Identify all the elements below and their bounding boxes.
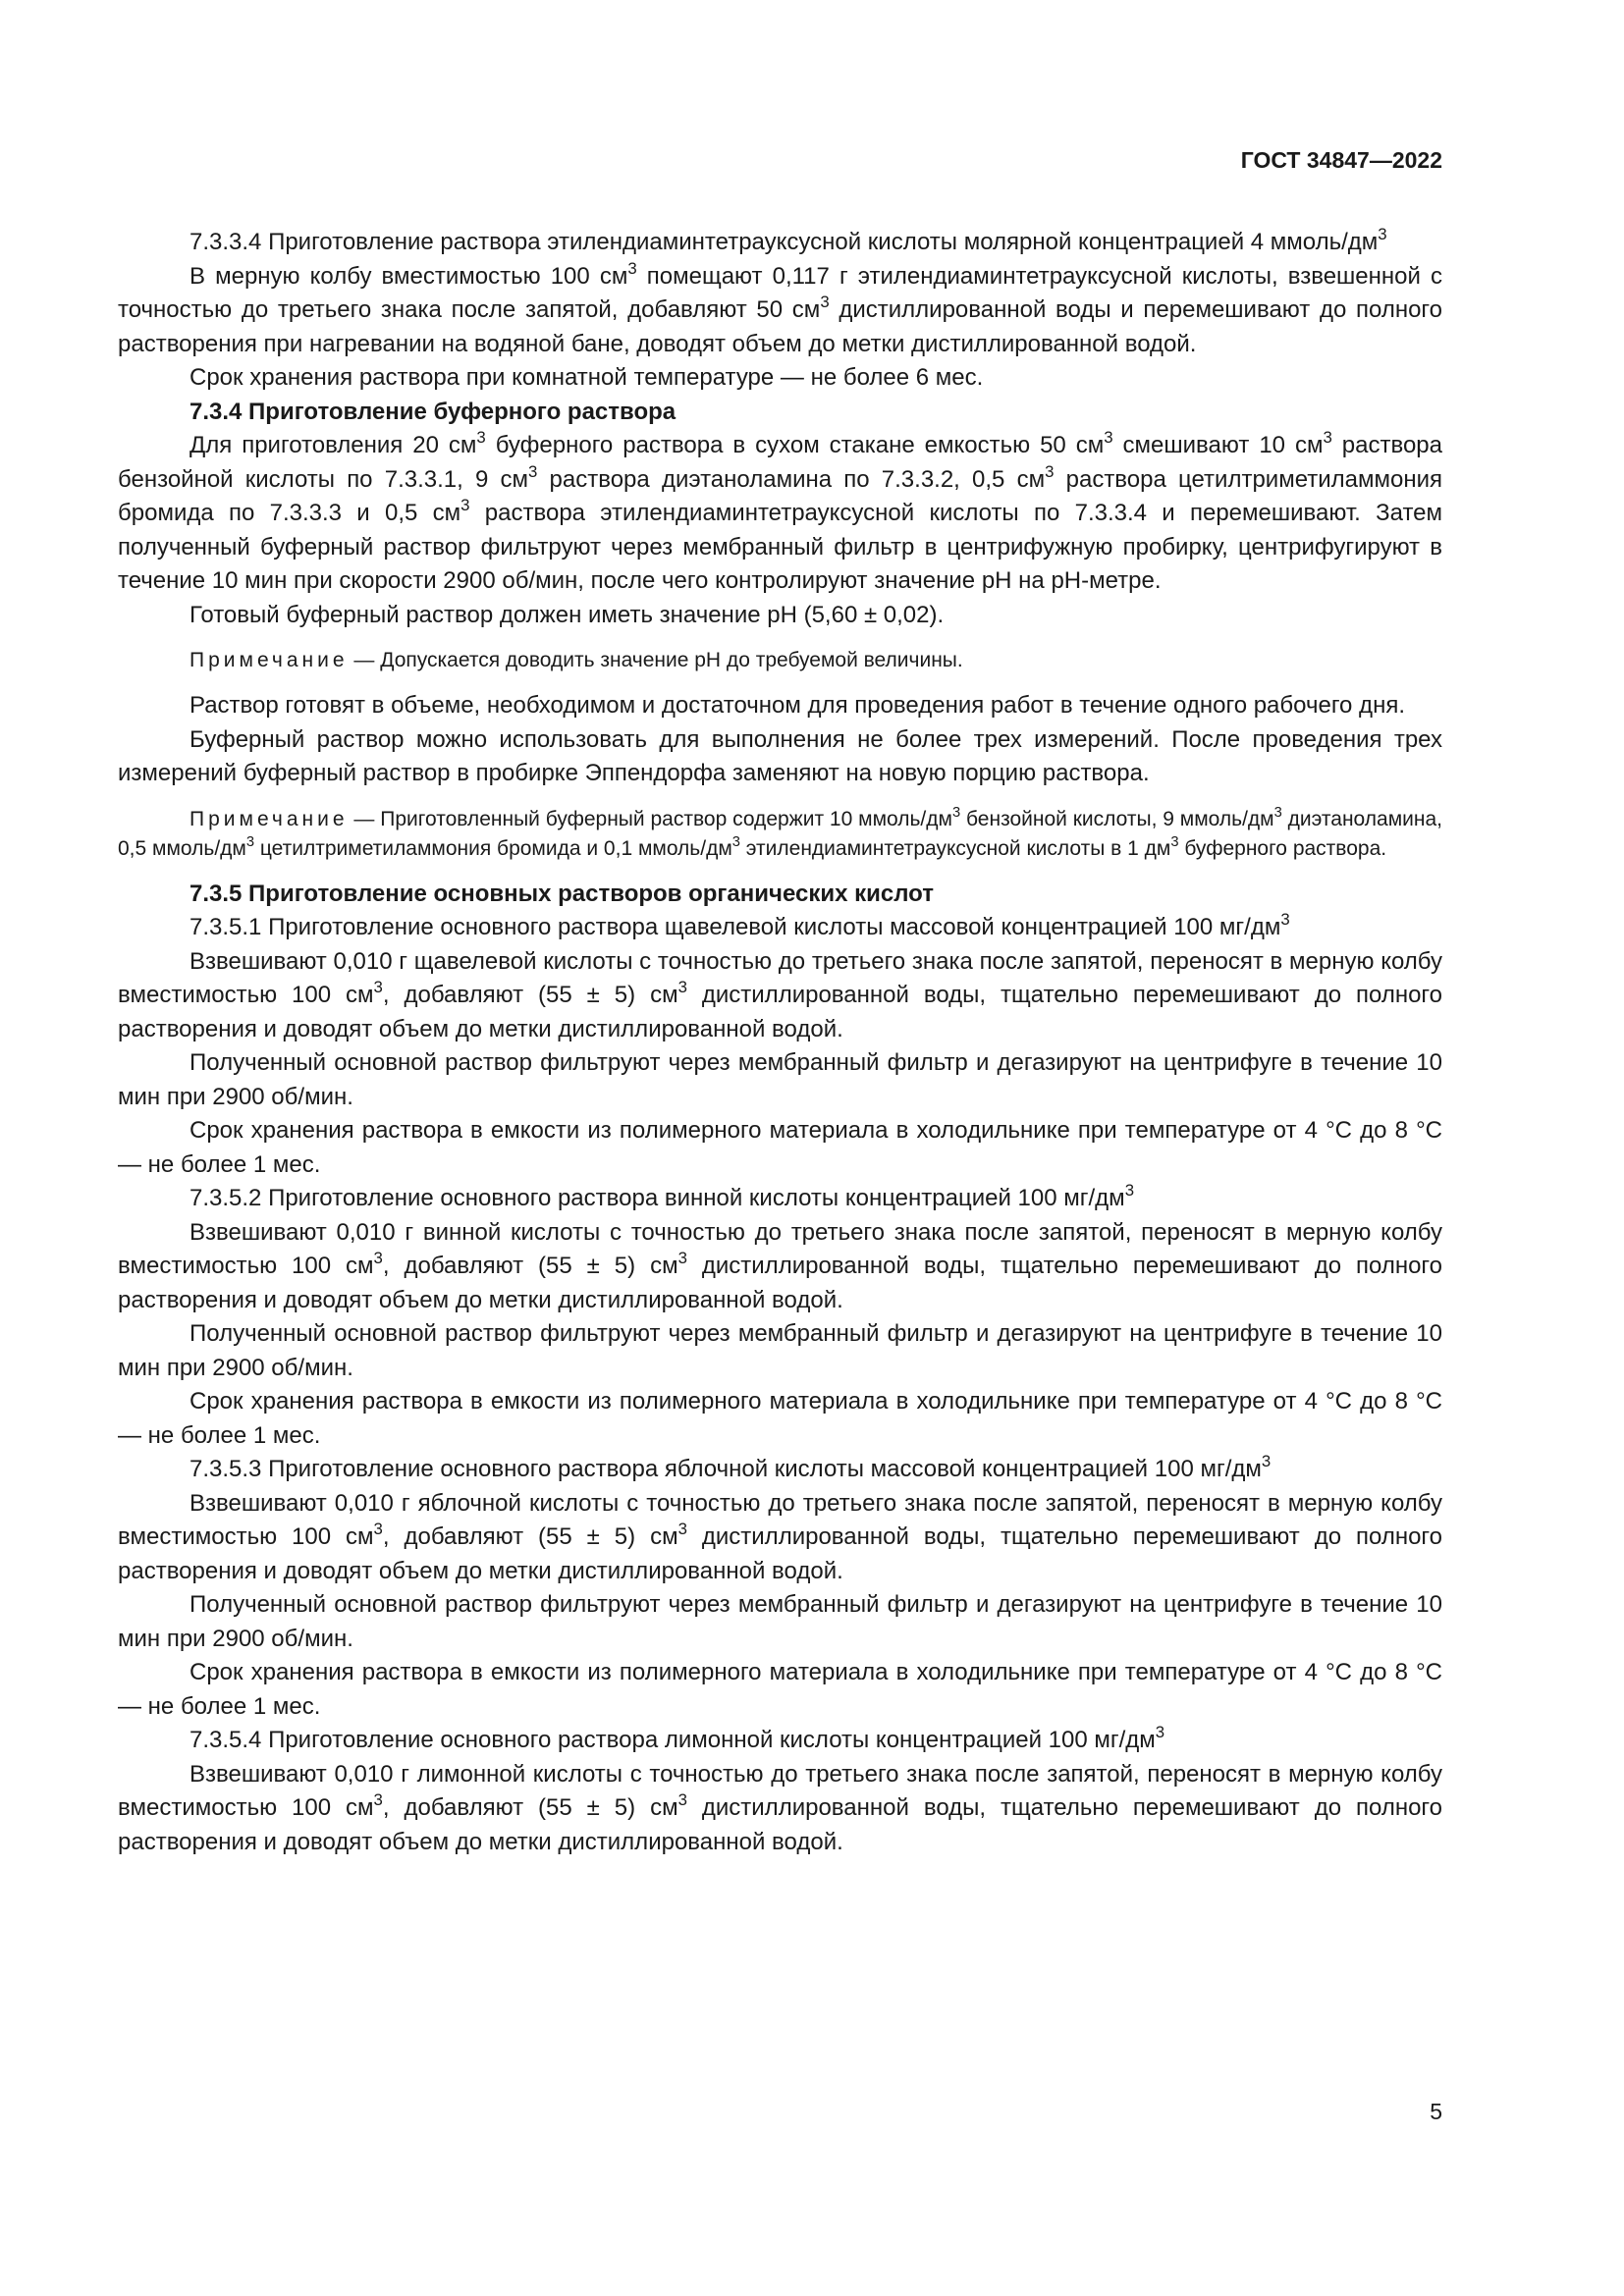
paragraph-buffer-preparation: Для приготовления 20 $см^3$ буферного раствора в сухом стакане емкостью 50 $см^3$ смешивают 10 $см^3$ раствора бензойной кислоты по 7.3.3.1, 9 $см^3$ раствора диэтаноламина по 7.3.3.2, 0,5 $см^3$ раствора цетилтриметиламмония бромида по 7.3.3.3 и 0,5 $см^3$ раствора этилендиаминтетрауксусной кислоты по 7.3.3.4 и перемешивают. Затем полученный буферный раствор фильтруют через мембранный фильтр в центрифужную пробирку, центрифугируют в течение 10 мин при скорости 2900 об/мин, после чего контролируют значение pH на pH-метре. <box>118 427 1443 594</box>
paragraph-tartaric-filtering: Полученный основной раствор фильтруют через мембранный фильтр и дегазируют на центрифуге в течение 10 мин при 2900 об/мин. <box>118 1320 1442 1381</box>
paragraph-citric-weighing: Взвешивают 0,010 г лимонной кислоты с точностью до третьего знака после запятой, переносят в мерную колбу вместимостью 100 $см^3$, добавляют (55 ± 5) $см^3$ дистиллированной воды, тщательно перемешивают до полного растворения и доводят объем до метки дистиллированной водой. <box>118 1760 1443 1855</box>
paragraph-malic-weighing: Взвешивают 0,010 г яблочной кислоты с точностью до третьего знака после запятой, переносят в мерную колбу вместимостью 100 $см^3$, добавляют (55 ± 5) $см^3$ дистиллированной воды, тщательно перемешивают до полного растворения и доводят объем до метки дистиллированной водой. <box>118 1489 1443 1584</box>
paragraph-7-3-5-3-title: 7.3.5.3 Приготовление основного раствора яблочной кислоты массовой концентрацией 100 $мг/дм^3$ <box>189 1451 1272 1482</box>
paragraph-oxalic-storage: Срок хранения раствора в емкости из полимерного материала в холодильнике при температуре от 4 °С до 8 °С — не более 1 мес. <box>118 1117 1442 1178</box>
paragraph-malic-filtering: Полученный основной раствор фильтруют через мембранный фильтр и дегазируют на центрифуге в течение 10 мин при 2900 об/мин. <box>118 1591 1442 1652</box>
paragraph-7-3-3-4-title: 7.3.3.4 Приготовление раствора этилендиаминтетрауксусной кислоты молярной концентрацией 4 ммоль/$дм^3$ <box>189 224 1387 255</box>
paragraph-7-3-5-2-title: 7.3.5.2 Приготовление основного раствора винной кислоты концентрацией 100 $мг/дм^3$ <box>189 1180 1135 1211</box>
paragraph-tartaric-weighing: Взвешивают 0,010 г винной кислоты с точностью до третьего знака после запятой, переносят в мерную колбу вместимостью 100 $см^3$, добавляют (55 ± 5) $см^3$ дистиллированной воды, тщательно перемешивают до полного растворения и доводят объем до метки дистиллированной водой. <box>118 1218 1443 1313</box>
document-body <box>118 226 1442 1859</box>
paragraph-7-3-5-1-title: 7.3.5.1 Приготовление основного раствора щавелевой кислоты массовой концентрацией 100 $мг/дм^3$ <box>189 909 1290 940</box>
section-heading-7-3-5: 7.3.5 Приготовление основных растворов органических кислот <box>189 880 934 907</box>
paragraph-7-3-5-4-title: 7.3.5.4 Приготовление основного раствора лимонной кислоты концентрацией 100 $мг/дм^3$ <box>189 1722 1165 1753</box>
section-heading-7-3-4: 7.3.4 Приготовление буферного раствора <box>189 398 677 425</box>
paragraph-buffer-volume: Раствор готовят в объеме, необходимом и достаточном для проведения работ в течение одного рабочего дня. <box>189 692 1405 719</box>
paragraph-oxalic-weighing: Взвешивают 0,010 г щавелевой кислоты с точностью до третьего знака после запятой, переносят в мерную колбу вместимостью 100 $см^3$, добавляют (55 ± 5) $см^3$ дистиллированной воды, тщательно перемешивают до полного растворения и доводят объем до метки дистиллированной водой. <box>118 947 1443 1042</box>
paragraph-oxalic-filtering: Полученный основной раствор фильтруют через мембранный фильтр и дегазируют на центрифуге в течение 10 мин при 2900 об/мин. <box>118 1049 1442 1110</box>
note-ph-adjustment: Примечание — Допускается доводить значение pH до требуемой величины. <box>189 649 963 671</box>
paragraph-edta-preparation: В мерную колбу вместимостью 100 $см^3$ помещают 0,117 г этилендиаминтетрауксусной кислоты, взвешенной с точностью до третьего знака после запятой, добавляют 50 $см^3$ дистиллированной воды и перемешивают до полного растворения при нагревании на водяной бане, доводят объем до метки дистиллированной водой. <box>118 258 1442 357</box>
paragraph-malic-storage: Срок хранения раствора в емкости из полимерного материала в холодильнике при температуре от 4 °С до 8 °С — не более 1 мес. <box>118 1659 1442 1720</box>
paragraph-buffer-usage: Буферный раствор можно использовать для выполнения не более трех измерений. После проведения трех измерений буферный раствор в пробирке Эппендорфа заменяют на новую порцию раствора. <box>118 725 1442 786</box>
paragraph-edta-storage: Срок хранения раствора при комнатной температуре — не более 6 мес. <box>189 364 984 391</box>
document-header-id: ГОСТ 34847—2022 <box>1240 147 1442 173</box>
paragraph-tartaric-storage: Срок хранения раствора в емкости из полимерного материала в холодильнике при температуре от 4 °С до 8 °С — не более 1 мес. <box>118 1388 1442 1449</box>
note-buffer-composition: Примечание — Приготовленный буферный раствор содержит 10 ммоль/$дм^3$ бензойной кислоты, 9 ммоль/$дм^3$ диэтаноламина, 0,5 ммоль/$дм^3$ цетилтриметиламмония бромида и 0,1 ммоль/$дм^3$ этилендиаминтетрауксусной кислоты в 1 $дм^3$ буферного раствора. <box>118 804 1442 860</box>
paragraph-buffer-ph: Готовый буферный раствор должен иметь значение pH (5,60 ± 0,02). <box>189 601 945 628</box>
page-number: 5 <box>1430 2099 1442 2124</box>
